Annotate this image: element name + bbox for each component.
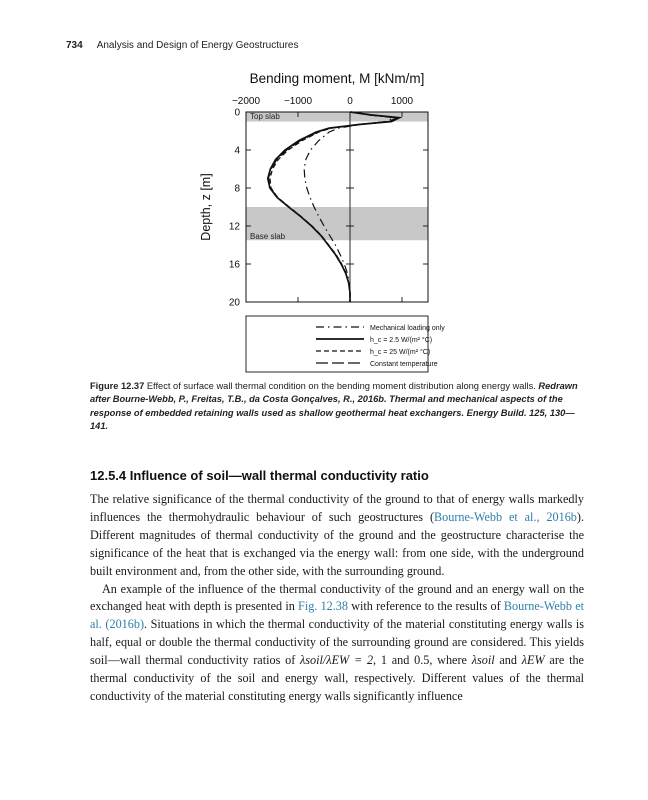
running-title: Analysis and Design of Energy Geostructures (96, 40, 299, 51)
p2-text-c: . Situations in which the thermal conductivity of the material constituting energy walls is half, equal or double the thermal conductivity of the surrounding ground are considered. This yields soil—wall thermal conductivity ratios of (90, 617, 584, 668)
lambda-soil: λsoil (471, 653, 495, 668)
legend-entry: h_c = 2.5 W/(m² °C) (370, 337, 433, 344)
citation-link[interactable]: Bourne-Webb et al. (2016b) (90, 599, 584, 632)
p2-text-e: and (494, 653, 522, 668)
figure-label: Figure 12.37 (90, 381, 145, 391)
x-tick-label: 1000 (390, 96, 414, 107)
page-number: 734 (66, 40, 83, 51)
figure-link[interactable]: Fig. 12.38 (298, 599, 348, 614)
legend-entry: Mechanical loading only (370, 325, 445, 332)
y-tick-label: 0 (234, 107, 240, 119)
p1-text-b: ). Different magnitudes of thermal conductivity of the ground and the geostructure characterise the significance of the heat that is exchanged via the energy wall: from one side, with the underground built environment and, from the other side, with the surrounding ground. (90, 509, 585, 578)
y-tick-label: 4 (234, 145, 240, 157)
y-tick-label: 8 (234, 183, 240, 195)
figure-caption (90, 380, 590, 433)
p2-text-a: An example of the influence of the thermal conductivity of the ground and an energy wall on the exchanged heat with depth is presented in (90, 581, 584, 614)
paragraph-1 (90, 491, 584, 581)
p2-text-b: with reference to the results of (348, 599, 504, 614)
legend-entry: h_c = 25 W/(m² °C) (370, 349, 431, 356)
ratio-expression: λsoil/λEW = 2 (300, 653, 374, 668)
bending-moment-chart (180, 66, 480, 382)
y-tick-label: 12 (228, 221, 240, 233)
y-axis-label: Depth, z [m] (199, 173, 213, 241)
y-tick-label: 16 (228, 259, 240, 271)
p2-text-d: , 1 and 0.5, where (373, 653, 472, 668)
body-text (90, 491, 584, 706)
y-tick-label: 20 (228, 297, 240, 309)
running-header (66, 40, 298, 51)
caption-credit: Redrawn after Bourne-Webb, P., Freitas, T.B., da Costa Gonçalves, R., 2016b. Thermal and mechanical aspects of the response of embedded retaining walls used as shallow geothermal heat exchangers. Energy Build. 125, 130—141. (90, 381, 578, 431)
x-tick-label: −1000 (283, 96, 313, 107)
paragraph-2 (90, 581, 584, 706)
citation-link[interactable]: Bourne-Webb et al., 2016b (434, 509, 577, 524)
p1-text-a: The relative significance of the thermal conductivity of the ground to that of energy walls markedly influences the thermohydraulic behaviour of such geostructures ( (90, 492, 584, 524)
slab-band-label: Top slab (250, 112, 280, 121)
lambda-ew: λEW (521, 653, 545, 668)
x-tick-label: −2000 (231, 96, 261, 107)
chart-title: Bending moment, M [kNm/m] (249, 71, 425, 86)
section-heading: 12.5.4 Influence of soil—wall thermal conductivity ratio (90, 468, 429, 483)
bending-moment-figure (180, 66, 480, 382)
p2-text-f: are the thermal conductivity of the soil and energy wall, respectively. Different values of the thermal conductivity of the material constituting energy walls significantly influence (90, 653, 584, 703)
caption-text: Effect of surface wall thermal condition on the bending moment distribution along energy walls. (144, 381, 539, 391)
slab-band-label: Base slab (250, 231, 286, 241)
x-tick-label: 0 (347, 96, 353, 107)
legend-entry: Constant temperature (370, 361, 438, 368)
